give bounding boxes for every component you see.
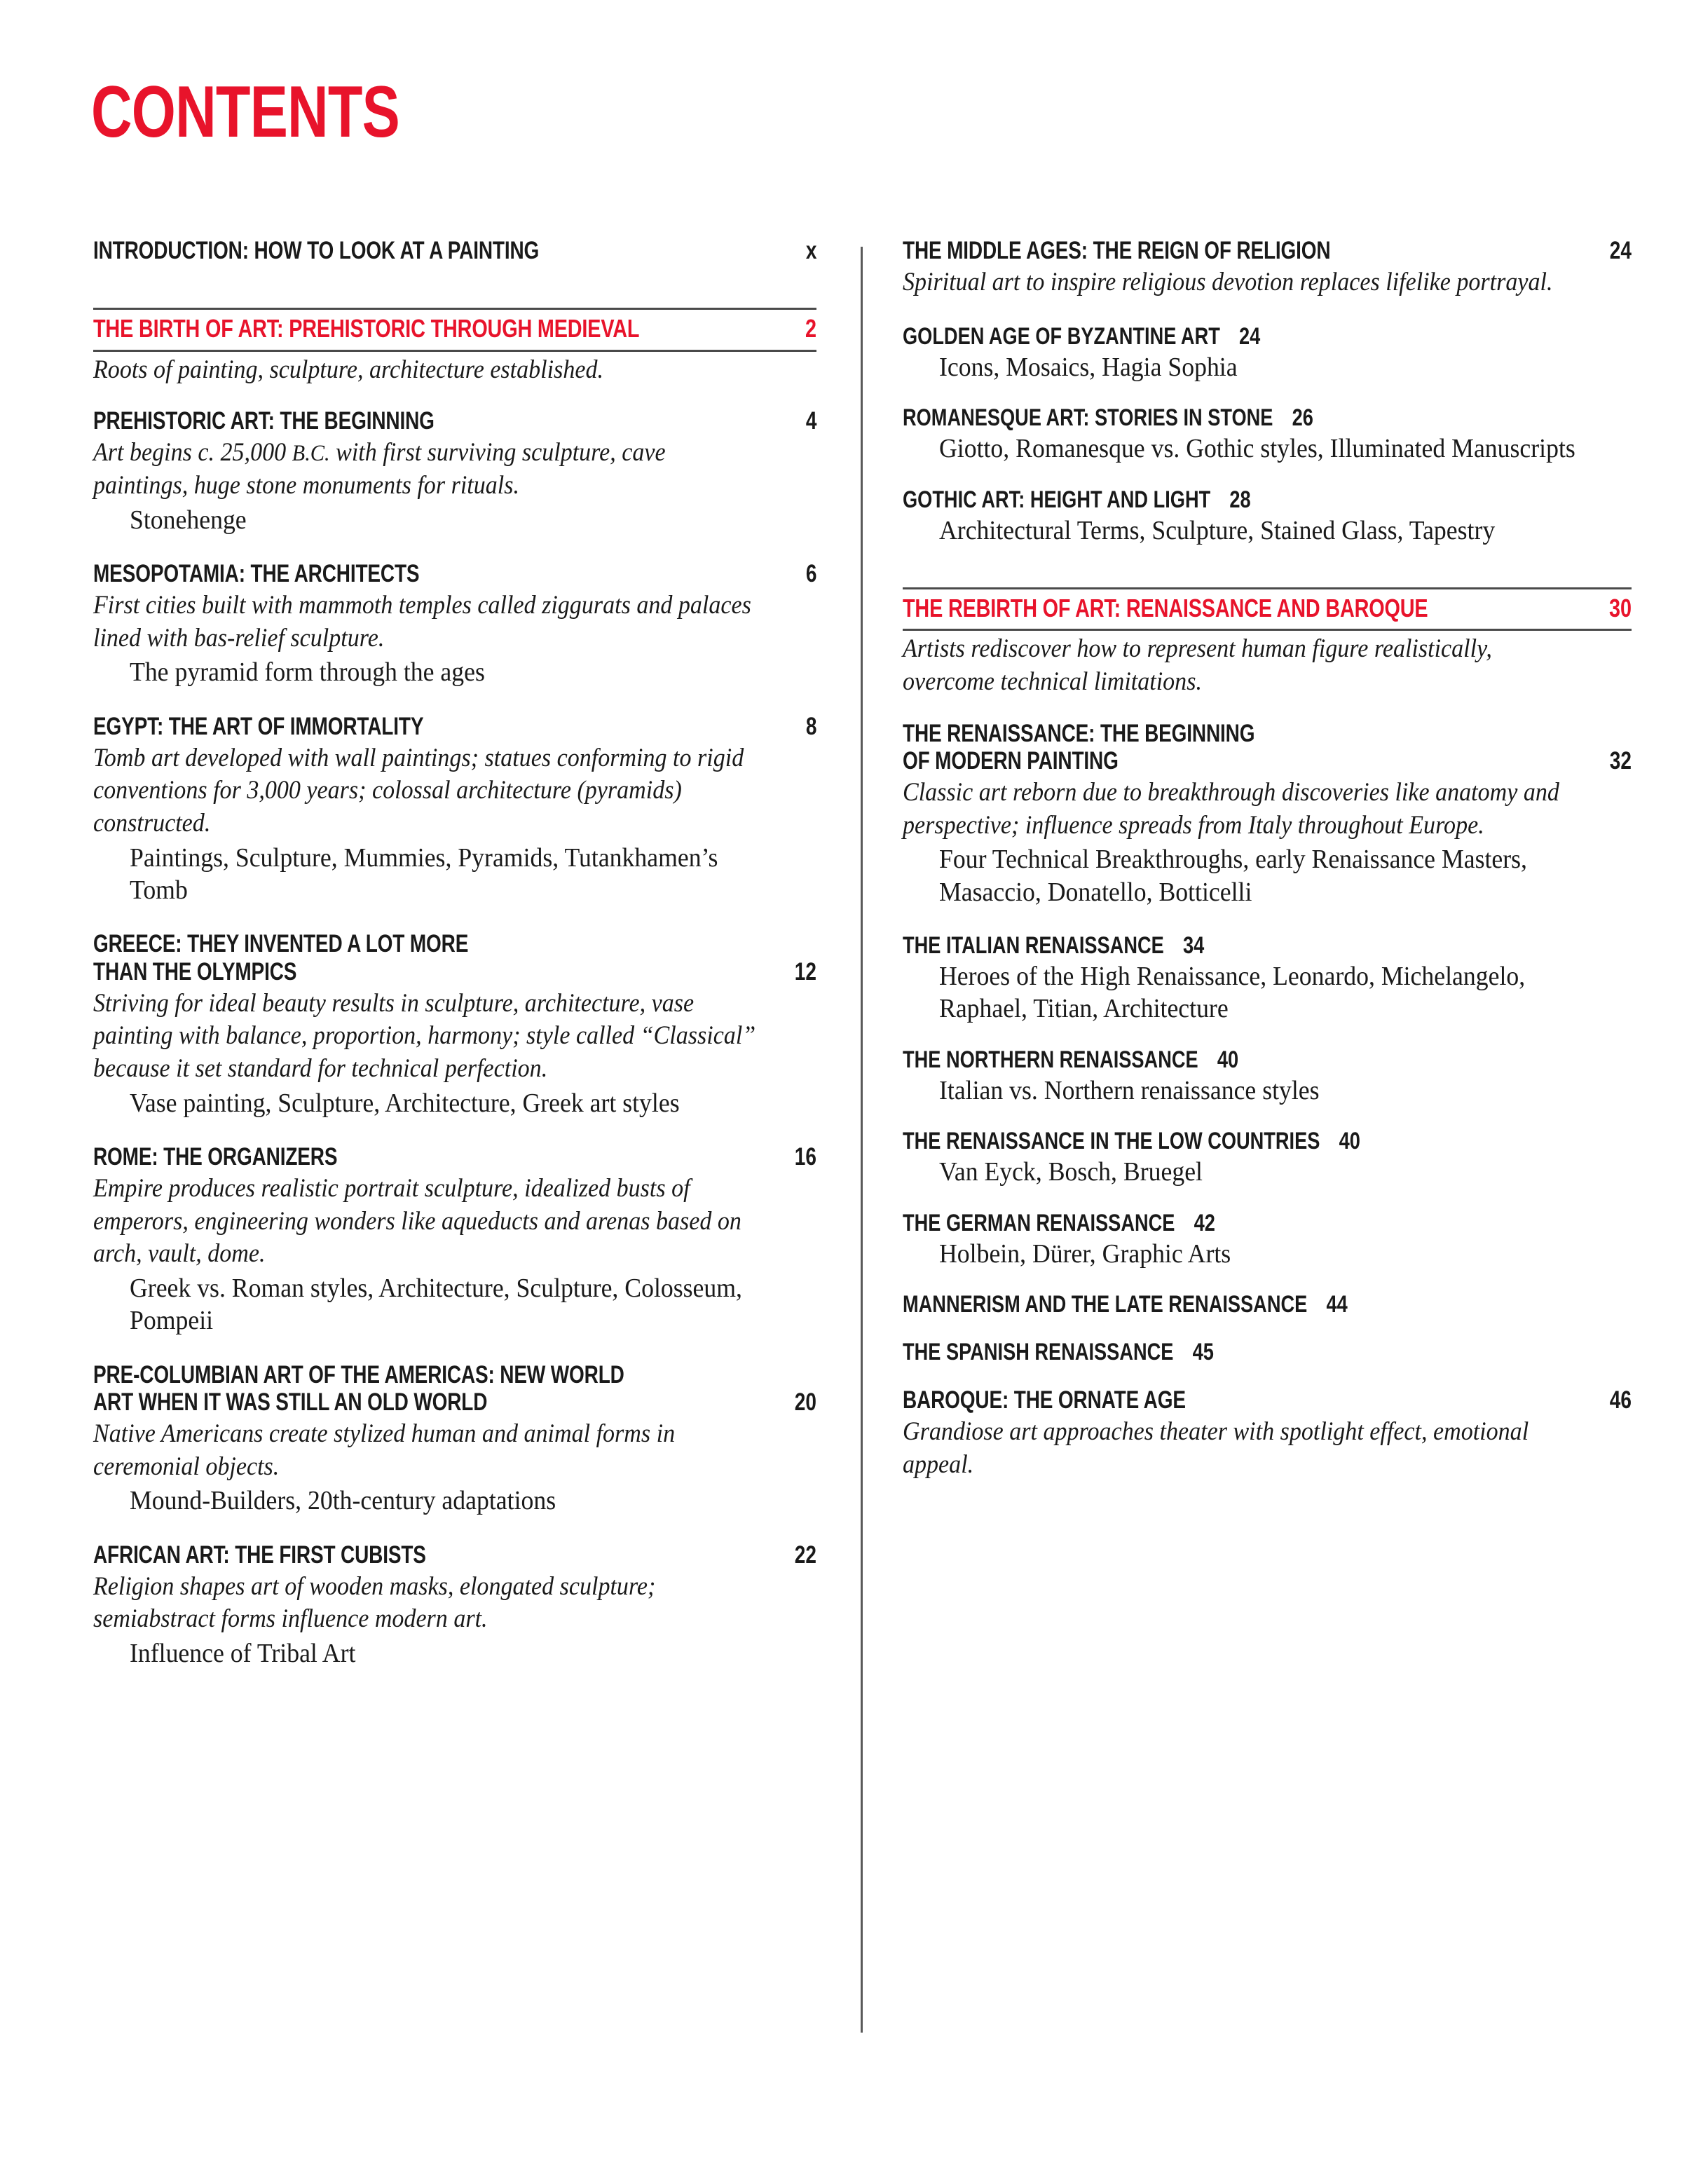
section-header-birth-of-art[interactable] <box>93 308 816 386</box>
toc-subentry-german-renaissance[interactable] <box>903 1210 1632 1270</box>
section-rule-bottom <box>903 629 1632 631</box>
desc-smallcaps-bc: B.C. <box>292 441 330 467</box>
toc-subentry-byzantine-art[interactable] <box>903 323 1632 383</box>
section-title: THE REBIRTH OF ART: RENAISSANCE AND BAROQUE <box>903 594 1428 623</box>
entry-title: THE MIDDLE AGES: THE REIGN OF RELIGION <box>903 237 1331 264</box>
section-head <box>903 589 1632 629</box>
entry-description: Tomb art developed with wall paintings; statues conforming to rigid conventions for 3,000 years; colossal architecture (pyramids) constructed. <box>93 743 744 838</box>
subentry-title: ROMANESQUE ART: STORIES IN STONE <box>903 404 1273 432</box>
section-rule-bottom <box>93 350 816 352</box>
toc-subentry-spanish-renaissance[interactable] <box>903 1339 1632 1365</box>
page-title: CONTENTS <box>91 71 399 153</box>
entry-sublist: Stonehenge <box>130 505 247 535</box>
toc-entry-pre-columbian[interactable] <box>93 1361 816 1517</box>
entry-head <box>93 237 816 264</box>
entry-page-number: 4 <box>805 407 816 435</box>
entry-title-line <box>903 720 1632 747</box>
entry-title-continued: ART WHEN IT WAS STILL AN OLD WORLD <box>93 1388 488 1416</box>
entry-title: ROME: THE ORGANIZERS <box>93 1142 338 1171</box>
subentry-sublist: Italian vs. Northern renaissance styles <box>939 1075 1320 1105</box>
subentry-title: THE ITALIAN RENAISSANCE <box>903 931 1164 959</box>
toc-subentry-gothic-art[interactable] <box>903 486 1632 547</box>
subentry-sublist: Architectural Terms, Sculpture, Stained Glass, Tapestry <box>939 515 1496 545</box>
toc-subentry-italian-renaissance[interactable] <box>903 932 1632 1025</box>
entry-description: First cities built with mammoth temples called ziggurats and palaces lined with bas-relief sculpture. <box>93 591 751 653</box>
entry-title-continued: OF MODERN PAINTING <box>903 746 1119 774</box>
entry-description: Grandiose art approaches theater with spotlight effect, emotional appeal. <box>903 1417 1529 1480</box>
section-page-number: 2 <box>805 314 816 343</box>
subentry-head <box>903 486 1486 513</box>
entry-description: Native Americans create stylized human and animal forms in ceremonial objects. <box>93 1419 676 1481</box>
toc-entry-renaissance[interactable] <box>903 720 1632 908</box>
entry-title: BAROQUE: THE ORNATE AGE <box>903 1386 1186 1414</box>
entry-page-number: 20 <box>794 1388 816 1416</box>
toc-entry-prehistoric-art[interactable] <box>93 407 816 536</box>
subentry-title: THE RENAISSANCE IN THE LOW COUNTRIES <box>903 1128 1320 1155</box>
section-header-rebirth-of-art[interactable] <box>903 587 1632 699</box>
toc-subentry-low-countries-renaissance[interactable] <box>903 1128 1632 1188</box>
spacer <box>93 288 816 303</box>
toc-entry-african-art[interactable] <box>93 1541 816 1670</box>
entry-head <box>93 407 816 435</box>
entry-description: Empire produces realistic portrait sculpture, idealized busts of emperors, engineering wonders like aqueducts and arenas based on arch, vault, dome. <box>93 1174 741 1269</box>
subentry-head <box>903 1291 1486 1318</box>
entry-page-number: x <box>805 237 816 264</box>
subentry-page-number: 44 <box>1326 1291 1348 1318</box>
entry-title: THE RENAISSANCE: THE BEGINNING <box>903 719 1255 747</box>
subentry-sublist: Van Eyck, Bosch, Bruegel <box>939 1157 1203 1187</box>
subentry-page-number: 24 <box>1239 322 1261 350</box>
toc-entry-greece[interactable] <box>93 930 816 1119</box>
entry-title: PRE-COLUMBIAN ART OF THE AMERICAS: NEW WORLD <box>93 1360 624 1388</box>
subentry-title: THE GERMAN RENAISSANCE <box>903 1209 1175 1236</box>
entry-sublist: Mound-Builders, 20th-century adaptations <box>130 1486 556 1516</box>
desc-part-pre: Art begins c. 25,000 <box>93 438 292 467</box>
entry-title-line <box>93 1388 816 1416</box>
subentry-head <box>903 1046 1486 1073</box>
subentry-page-number: 40 <box>1339 1128 1360 1155</box>
entry-head <box>93 713 816 740</box>
entry-title: EGYPT: THE ART OF IMMORTALITY <box>93 712 424 740</box>
entry-page-number: 24 <box>1609 237 1632 264</box>
section-head <box>93 310 816 349</box>
subentry-sublist: Icons, Mosaics, Hagia Sophia <box>939 352 1238 382</box>
desc-part-post: with first surviving sculpture, cave paintings, huge stone monuments for rituals. <box>93 438 666 500</box>
subentry-title: THE SPANISH RENAISSANCE <box>903 1339 1174 1366</box>
entry-title-line <box>903 747 1632 774</box>
entry-description: Religion shapes art of wooden masks, elongated sculpture; semiabstract forms influence modern art. <box>93 1571 656 1634</box>
column-divider <box>861 247 863 2033</box>
entry-title-line <box>93 958 816 985</box>
section-page-number: 30 <box>1608 594 1632 623</box>
subentry-title: THE NORTHERN RENAISSANCE <box>903 1046 1198 1073</box>
entry-head <box>93 1361 816 1416</box>
subentry-title: GOLDEN AGE OF BYZANTINE ART <box>903 322 1220 350</box>
entry-sublist: Influence of Tribal Art <box>130 1639 356 1669</box>
entry-head <box>903 1386 1632 1414</box>
entry-page-number: 22 <box>794 1541 816 1569</box>
left-column <box>93 237 816 1693</box>
section-title: THE BIRTH OF ART: PREHISTORIC THROUGH MEDIEVAL <box>93 314 640 343</box>
entry-head <box>903 237 1632 264</box>
subentry-page-number: 26 <box>1292 404 1313 432</box>
toc-entry-introduction[interactable] <box>93 237 816 264</box>
entry-sublist: Paintings, Sculpture, Mummies, Pyramids, Tutankhamen’s Tomb <box>130 842 718 906</box>
subentry-head <box>903 1339 1486 1365</box>
entry-description <box>93 437 758 502</box>
subentry-head <box>903 404 1486 431</box>
entry-title: MESOPOTAMIA: THE ARCHITECTS <box>93 559 420 587</box>
subentry-page-number: 40 <box>1217 1046 1239 1073</box>
toc-subentry-romanesque-art[interactable] <box>903 404 1632 465</box>
toc-subentry-northern-renaissance[interactable] <box>903 1046 1632 1107</box>
entry-description: Spiritual art to inspire religious devotion replaces lifelike portrayal. <box>903 268 1553 297</box>
entry-description: Striving for ideal beauty results in sculpture, architecture, vase painting with balance, proportion, harmony; style called “Classical” because it set standard for technical perfection. <box>93 988 756 1083</box>
spacer <box>903 568 1632 583</box>
subentry-sublist: Holbein, Dürer, Graphic Arts <box>939 1238 1231 1269</box>
entry-title: AFRICAN ART: THE FIRST CUBISTS <box>93 1541 426 1569</box>
subentry-page-number: 42 <box>1194 1209 1215 1236</box>
entry-head <box>93 560 816 587</box>
subentry-title: MANNERISM AND THE LATE RENAISSANCE <box>903 1291 1308 1318</box>
toc-entry-rome[interactable] <box>93 1143 816 1337</box>
entry-sublist: The pyramid form through the ages <box>130 657 485 688</box>
subentry-sublist: Giotto, Romanesque vs. Gothic styles, Illuminated Manuscripts <box>939 434 1575 464</box>
entry-sublist: Greek vs. Roman styles, Architecture, Sculpture, Colosseum, Pompeii <box>130 1273 742 1336</box>
toc-entry-baroque[interactable] <box>903 1386 1632 1481</box>
entry-page-number: 6 <box>805 559 816 587</box>
entry-page-number: 16 <box>794 1142 816 1171</box>
subentry-sublist: Heroes of the High Renaissance, Leonardo, Michelangelo, Raphael, Titian, Architecture <box>939 962 1526 1024</box>
toc-entry-middle-ages[interactable] <box>903 237 1632 299</box>
subentry-page-number: 45 <box>1192 1339 1214 1366</box>
entry-head <box>93 1143 816 1171</box>
subentry-title: GOTHIC ART: HEIGHT AND LIGHT <box>903 486 1211 513</box>
toc-entry-egypt[interactable] <box>93 713 816 907</box>
subentry-page-number: 34 <box>1182 931 1205 959</box>
section-description: Roots of painting, sculpture, architecture established. <box>93 355 603 384</box>
entry-sublist: Four Technical Breakthroughs, early Renaissance Masters, Masaccio, Donatello, Botticelli <box>939 845 1527 907</box>
subentry-head <box>903 1210 1486 1236</box>
toc-entry-mesopotamia[interactable] <box>93 560 816 689</box>
entry-title-continued: THAN THE OLYMPICS <box>93 957 297 985</box>
subentry-head <box>903 932 1486 959</box>
entry-title-line <box>93 930 816 957</box>
subentry-head <box>903 323 1486 350</box>
entry-description: Classic art reborn due to breakthrough discoveries like anatomy and perspective; influence spreads from Italy throughout Europe. <box>903 778 1559 840</box>
toc-subentry-mannerism[interactable] <box>903 1291 1632 1318</box>
entry-head <box>903 720 1632 774</box>
entry-page-number: 32 <box>1609 746 1632 774</box>
entry-title-line <box>93 1361 816 1388</box>
entry-title: PREHISTORIC ART: THE BEGINNING <box>93 407 435 435</box>
subentry-head <box>903 1128 1486 1154</box>
entry-page-number: 12 <box>794 957 816 985</box>
entry-page-number: 8 <box>805 712 816 740</box>
right-column <box>903 237 1632 1506</box>
entry-head <box>93 1541 816 1569</box>
subentry-page-number: 28 <box>1229 486 1251 513</box>
entry-page-number: 46 <box>1609 1386 1632 1414</box>
entry-head <box>93 930 816 985</box>
entry-title: INTRODUCTION: HOW TO LOOK AT A PAINTING <box>93 237 540 264</box>
entry-sublist: Vase painting, Sculpture, Architecture, Greek art styles <box>130 1088 680 1118</box>
section-description: Artists rediscover how to represent human figure realistically, overcome technical limitations. <box>903 634 1492 697</box>
entry-title: GREECE: THEY INVENTED A LOT MORE <box>93 930 469 958</box>
